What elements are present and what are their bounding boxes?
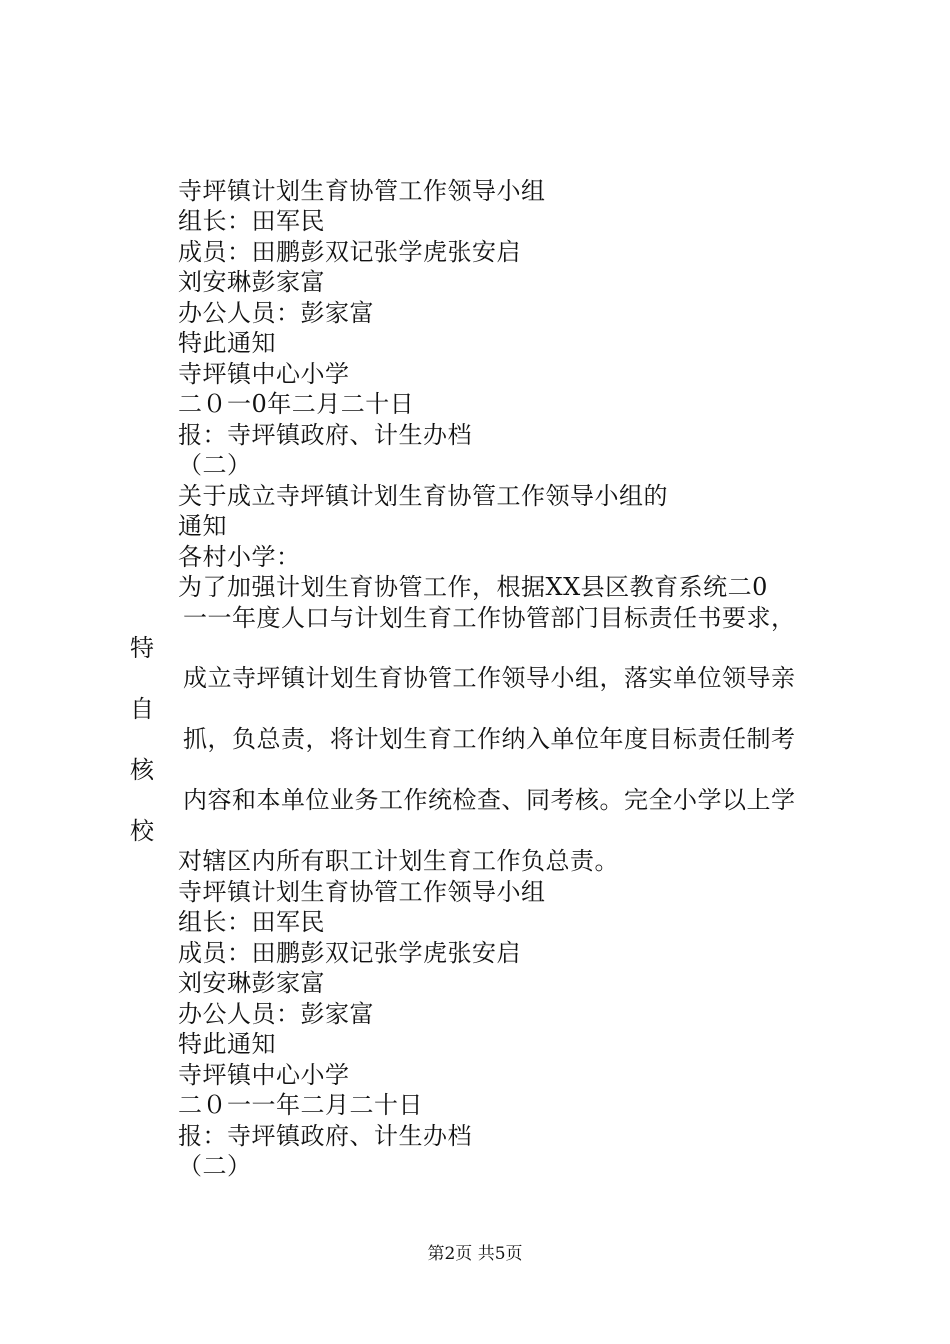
body-paragraph: 成立寺坪镇计划生育协管工作领导小组，落实单位领导亲 bbox=[183, 664, 796, 692]
text-line: 特此通知 bbox=[178, 1030, 276, 1058]
text-line: 寺坪镇中心小学 bbox=[178, 1061, 350, 1089]
text-line: 办公人员：彭家富 bbox=[178, 1000, 374, 1028]
notice-title: 通知 bbox=[178, 512, 227, 540]
page-footer: 第2页 共5页 bbox=[427, 1244, 523, 1264]
text-line: 二０一0年二月二十日 bbox=[178, 390, 415, 418]
text-line: 组长：田军民 bbox=[178, 207, 325, 235]
section-number: （二） bbox=[178, 1152, 252, 1180]
text-line: 二０一一年二月二十日 bbox=[178, 1091, 423, 1119]
section-number: （二） bbox=[178, 451, 252, 479]
text-line: 寺坪镇计划生育协管工作领导小组 bbox=[178, 878, 546, 906]
text-line: 刘安琳彭家富 bbox=[178, 969, 325, 997]
body-paragraph: 为了加强计划生育协管工作，根据XX县区教育系统二0 bbox=[178, 573, 768, 601]
text-line: 成员：田鹏彭双记张学虎张安启 bbox=[178, 939, 521, 967]
text-line: 特此通知 bbox=[178, 329, 276, 357]
text-line: 寺坪镇中心小学 bbox=[178, 360, 350, 388]
notice-title: 关于成立寺坪镇计划生育协管工作领导小组的 bbox=[178, 482, 668, 510]
body-paragraph: 核 bbox=[130, 756, 155, 784]
body-paragraph: 抓，负总责，将计划生育工作纳入单位年度目标责任制考 bbox=[183, 725, 796, 753]
body-paragraph: 内容和本单位业务工作统检查、同考核。完全小学以上学 bbox=[183, 786, 796, 814]
body-paragraph: 校 bbox=[130, 817, 155, 845]
text-line: 报：寺坪镇政府、计生办档 bbox=[178, 1122, 472, 1150]
text-line: 寺坪镇计划生育协管工作领导小组 bbox=[178, 177, 546, 205]
text-line: 成员：田鹏彭双记张学虎张安启 bbox=[178, 238, 521, 266]
body-paragraph: 特 bbox=[130, 634, 155, 662]
text-line: 组长：田军民 bbox=[178, 908, 325, 936]
body-paragraph: 对辖区内所有职工计划生育工作负总责。 bbox=[178, 847, 619, 875]
salutation: 各村小学： bbox=[178, 543, 301, 571]
text-line: 办公人员：彭家富 bbox=[178, 299, 374, 327]
body-paragraph: 自 bbox=[130, 695, 155, 723]
text-line: 刘安琳彭家富 bbox=[178, 268, 325, 296]
text-line: 报：寺坪镇政府、计生办档 bbox=[178, 421, 472, 449]
body-paragraph: 一一年度人口与计划生育工作协管部门目标责任书要求， bbox=[183, 604, 796, 632]
